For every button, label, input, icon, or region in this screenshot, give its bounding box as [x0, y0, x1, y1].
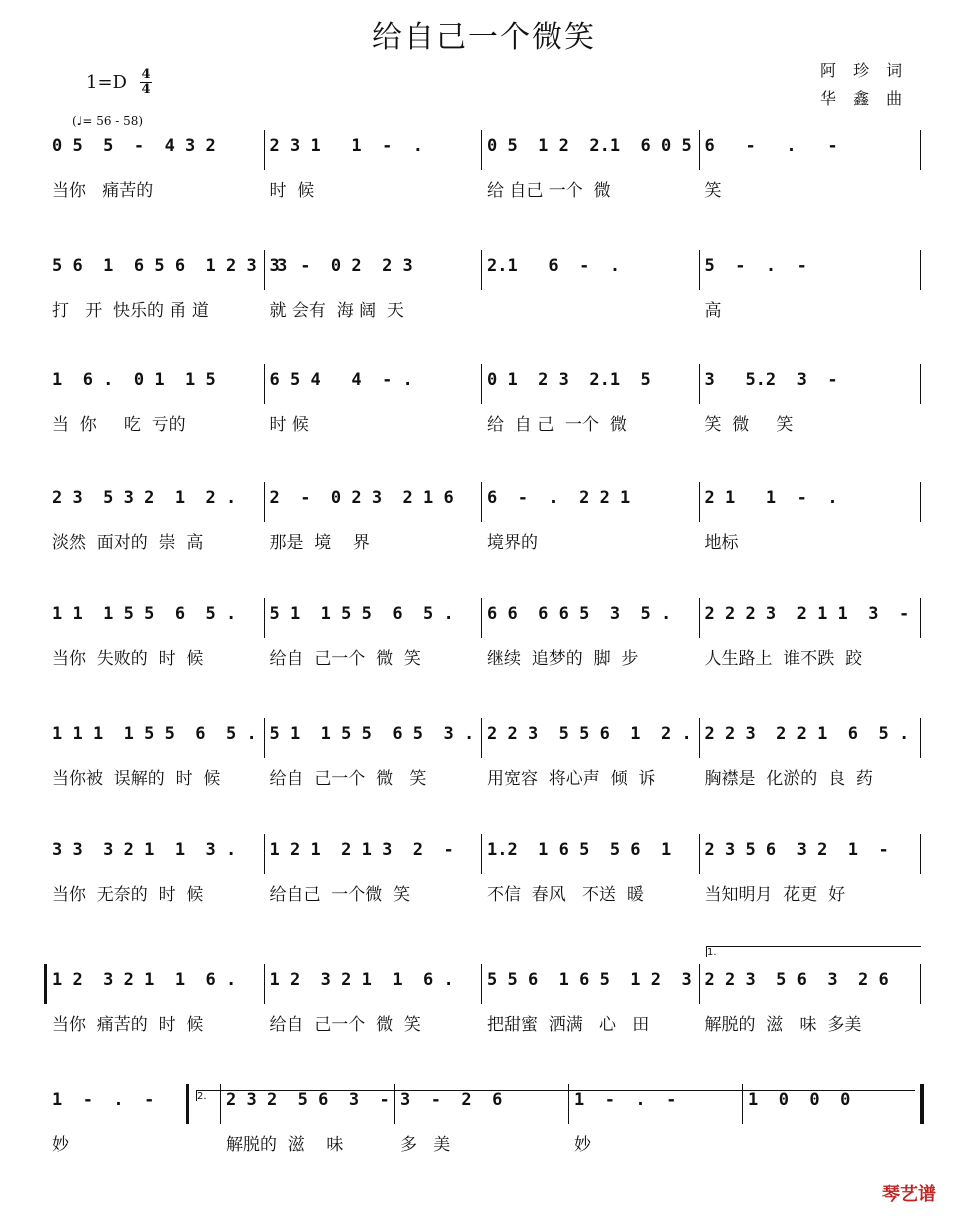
barline: [699, 250, 700, 290]
measure-lyrics: 就 会有 海 阔 天: [269, 301, 404, 321]
measure-notes: 2 3 2 5 6 3 -: [226, 1090, 390, 1110]
measure-lyrics: 当你 痛苦的 时 候: [52, 1015, 204, 1035]
measure-lyrics: 给 自 己 一个 微: [487, 415, 627, 435]
measure-notes: 5 5 6 1 6 5 1 2 3 .: [487, 970, 713, 990]
page-title: 给自己一个微笑: [372, 20, 596, 55]
volta-2-label: 2.: [197, 1091, 207, 1102]
measure-notes: 2 3 5 6 3 2 1 -: [704, 840, 889, 860]
barline: [264, 964, 265, 1004]
measure-lyrics: 人生路上 谁不跌 跤: [704, 649, 863, 669]
time-top: 4: [141, 67, 151, 82]
score-row: [0, 362, 968, 442]
barline: [920, 718, 921, 758]
barline: [699, 834, 700, 874]
barline: [920, 130, 921, 170]
measure-notes: 1 1 1 1 5 5 6 5 .: [52, 724, 257, 744]
measure-lyrics: 时 候: [269, 181, 315, 201]
measure-lyrics: 给自己 一个微 笑: [269, 885, 411, 905]
barline: [481, 250, 482, 290]
lyricist-credit: 阿 珍 词: [820, 61, 909, 80]
repeat-end-barline: [186, 1084, 189, 1124]
barline: [920, 482, 921, 522]
measure-lyrics: 当 你 吃 亏的: [52, 415, 186, 435]
measure-notes: 2 2 3 5 5 6 1 2 .: [487, 724, 692, 744]
measure-lyrics: 给 自己 一个 微: [487, 181, 611, 201]
score-row: [0, 716, 968, 796]
barline: [264, 130, 265, 170]
measure-lyrics: 妙: [52, 1135, 69, 1155]
measure-lyrics: 时 候: [269, 415, 309, 435]
barline: [481, 364, 482, 404]
barline: [481, 130, 482, 170]
site-logo: [882, 1180, 936, 1206]
barline: [264, 482, 265, 522]
final-barline: [920, 1084, 924, 1124]
measure-lyrics: 用宽容 将心声 倾 诉: [487, 769, 656, 789]
measure-notes: 5 - . -: [704, 256, 807, 276]
volta-2: [196, 1090, 915, 1101]
measure-lyrics: 把甜蜜 洒满 心 田: [487, 1015, 650, 1035]
measure-lyrics: 淡然 面对的 崇 高: [52, 533, 204, 553]
measure-lyrics: 那是 境 界: [269, 533, 370, 553]
measure-notes: 0 5 5 - 4 3 2: [52, 136, 216, 156]
measure-notes: 1 0 0 0: [748, 1090, 851, 1110]
measure-lyrics: 当你 失败的 时 候: [52, 649, 204, 669]
measure-notes: 0 5 1 2 2.1 6 0 5: [487, 136, 692, 156]
barline: [699, 598, 700, 638]
barline: [920, 964, 921, 1004]
measure-lyrics: 多 美: [400, 1135, 451, 1155]
measure-notes: 3 3 3 2 1 1 3 .: [52, 840, 237, 860]
measure-lyrics: 给自 己一个 微 笑: [269, 1015, 421, 1035]
measure-notes: 2.1 6 - .: [487, 256, 621, 276]
barline: [699, 130, 700, 170]
measure-lyrics: 当你 痛苦的: [52, 181, 154, 201]
barline: [481, 482, 482, 522]
barline: [264, 598, 265, 638]
measure-notes: 3 - 2 6: [400, 1090, 503, 1110]
measure-lyrics: 解脱的 滋 味: [226, 1135, 344, 1155]
score-row: [0, 962, 968, 1042]
measure-notes: 3 5.2 3 -: [704, 370, 838, 390]
barline: [699, 964, 700, 1004]
score-row: [0, 596, 968, 676]
tempo-mark: (♩= 56 - 58): [72, 114, 144, 128]
volta-1: [706, 946, 921, 957]
measure-lyrics: 打 开 快乐的 甬 道: [52, 301, 209, 321]
measure-notes: 6 5 4 4 - .: [269, 370, 413, 390]
measure-lyrics: 不信 春风 不送 暖: [487, 885, 644, 905]
measure-notes: 1 - . -: [574, 1090, 677, 1110]
barline: [264, 718, 265, 758]
time-signature: [140, 68, 152, 97]
measure-notes: 1 - . -: [52, 1090, 155, 1110]
barline: [264, 834, 265, 874]
measure-notes: 2 3 5 3 2 1 2 .: [52, 488, 237, 508]
measure-notes: 1 2 1 2 1 3 2 -: [269, 840, 454, 860]
score-row: [0, 480, 968, 560]
measure-notes: 1 1 1 5 5 6 5 .: [52, 604, 237, 624]
key-signature: 1=D: [86, 72, 127, 93]
measure-lyrics: 地标: [704, 533, 739, 553]
measure-lyrics: 妙: [574, 1135, 591, 1155]
measure-notes: 1.2 1 6 5 5 6 1: [487, 840, 672, 860]
barline: [699, 482, 700, 522]
measure-lyrics: 解脱的 滋 味 多美: [704, 1015, 862, 1035]
measure-lyrics: 继续 追梦的 脚 步: [487, 649, 639, 669]
composer-credit: 华 鑫 曲: [820, 89, 909, 108]
measure-lyrics: 给自 己一个 微 笑: [269, 649, 421, 669]
barline: [920, 250, 921, 290]
measure-notes: 5 6 1 6 5 6 1 2 3 3: [52, 256, 288, 276]
measure-notes: 2 2 2 3 2 1 1 3 -: [704, 604, 910, 624]
repeat-start-barline: [44, 964, 47, 1004]
barline: [481, 964, 482, 1004]
measure-notes: 0 1 2 3 2.1 5: [487, 370, 651, 390]
logo-text: 琴艺谱: [882, 1184, 936, 1205]
measure-lyrics: 当知明月 花更 好: [704, 885, 846, 905]
measure-notes: 1 2 3 2 1 1 6 .: [52, 970, 237, 990]
barline: [481, 834, 482, 874]
barline: [481, 598, 482, 638]
measure-notes: 1 6 . 0 1 1 5: [52, 370, 216, 390]
score-row: [0, 832, 968, 912]
barline: [920, 364, 921, 404]
barline: [699, 718, 700, 758]
measure-lyrics: 给自 己一个 微 笑: [269, 769, 427, 789]
score-row: [0, 248, 968, 328]
measure-notes: 1 2 3 2 1 1 6 .: [269, 970, 454, 990]
measure-notes: 2 3 1 1 - .: [269, 136, 424, 156]
time-bottom: 4: [141, 82, 151, 97]
barline: [920, 598, 921, 638]
measure-lyrics: 胸襟是 化淤的 良 药: [704, 769, 873, 789]
volta-1-label: 1.: [707, 947, 717, 958]
measure-notes: 2 2 3 2 2 1 6 5 .: [704, 724, 910, 744]
barline: [481, 718, 482, 758]
measure-lyrics: 当你 无奈的 时 候: [52, 885, 204, 905]
measure-notes: 2 - 0 2 3 2 1 6: [269, 488, 454, 508]
barline: [920, 834, 921, 874]
score-row: [0, 128, 968, 208]
measure-lyrics: 境界的: [487, 533, 538, 553]
measure-notes: 6 - . 2 2 1: [487, 488, 631, 508]
measure-lyrics: 当你被 误解的 时 候: [52, 769, 221, 789]
measure-notes: 2 2 3 5 6 3 2 6: [704, 970, 889, 990]
measure-notes: 5 1 1 5 5 6 5 .: [269, 604, 454, 624]
measure-lyrics: 笑 微 笑: [704, 415, 794, 435]
barline: [264, 250, 265, 290]
measure-lyrics: 高: [704, 301, 722, 321]
measure-notes: 2 1 1 - .: [704, 488, 838, 508]
measure-lyrics: 笑: [704, 181, 722, 201]
barline: [264, 364, 265, 404]
measure-notes: 3 - 0 2 2 3: [269, 256, 413, 276]
measure-notes: 6 6 6 6 5 3 5 .: [487, 604, 672, 624]
barline: [699, 364, 700, 404]
measure-notes: 5 1 1 5 5 6 5 3 .: [269, 724, 475, 744]
measure-notes: 6 - . -: [704, 136, 838, 156]
